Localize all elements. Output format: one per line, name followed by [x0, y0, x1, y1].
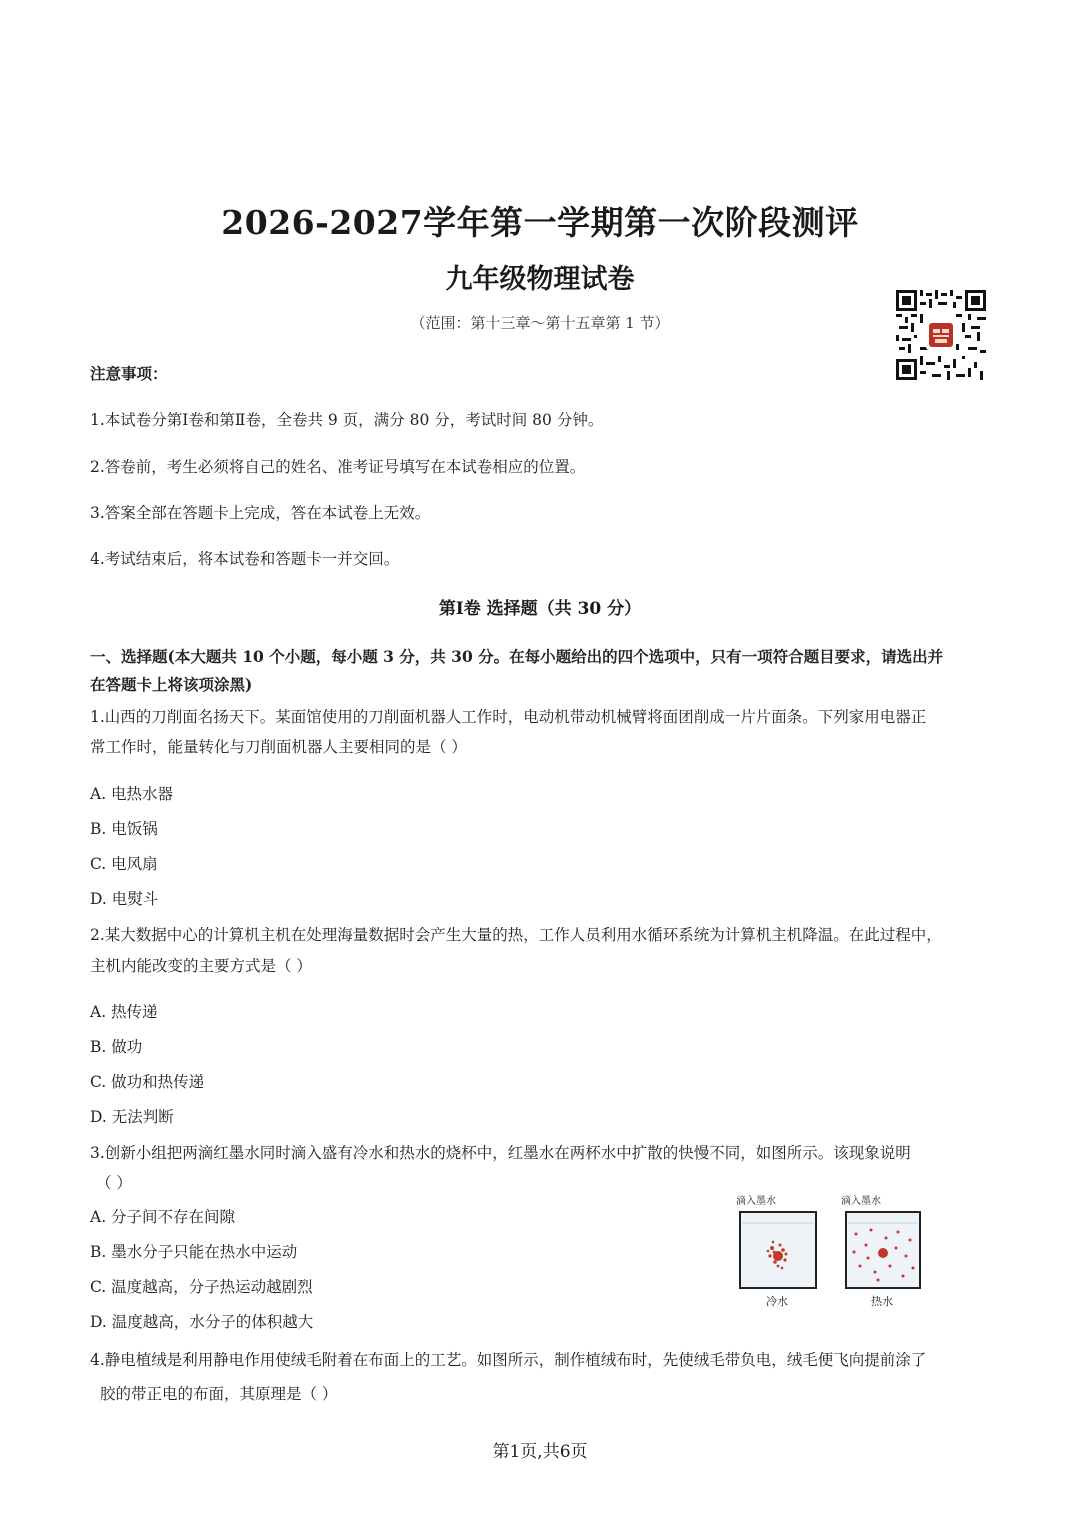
- option-c: C. 温度越高，分子热运动越剧烈: [90, 1278, 313, 1296]
- option-d: D. 无法判断: [90, 1108, 174, 1126]
- notice-heading: 注意事项：: [90, 364, 168, 383]
- notice-item: 4.考试结束后，将本试卷和答题卡一并交回。: [90, 550, 400, 568]
- notice-item: 3.答案全部在答题卡上完成，答在本试卷上无效。: [90, 504, 431, 522]
- option-c: C. 电风扇: [90, 855, 158, 873]
- figure-label-right-top: 滴入墨水: [841, 1196, 881, 1207]
- option-b: B. 做功: [90, 1038, 143, 1056]
- notice-item: 1.本试卷分第Ⅰ卷和第Ⅱ卷，全卷共 9 页，满分 80 分，考试时间 80 分钟。: [90, 411, 604, 429]
- page-title: 2026-2027学年第一学期第一次阶段测评: [221, 203, 859, 242]
- figure-label-left-top: 滴入墨水: [736, 1196, 776, 1207]
- option-b: B. 墨水分子只能在热水中运动: [90, 1243, 298, 1261]
- section-instruction: 在答题卡上将该项涂黑): [90, 675, 253, 694]
- question-stem: 胶的带正电的布面，其原理是（ ）: [100, 1385, 338, 1403]
- page-number: 第1页,共6页: [492, 1442, 588, 1462]
- section-instruction: 一、选择题(本大题共 10 个小题，每小题 3 分，共 30 分。在每小题给出的四个选项中，只有一项符合题目要求，请选出并: [90, 647, 944, 666]
- page-subtitle: 九年级物理试卷: [445, 264, 635, 295]
- exam-scope: （范围：第十三章～第十五章第 1 节）: [410, 314, 670, 332]
- question-stem: 主机内能改变的主要方式是（ ）: [90, 957, 312, 975]
- notice-item: 2.答卷前，考生必须将自己的姓名、准考证号填写在本试卷相应的位置。: [90, 458, 586, 476]
- question-stem: 1.山西的刀削面名扬天下。某面馆使用的刀削面机器人工作时，电动机带动机械臂将面团削成一片片面条。下列家用电器正: [90, 708, 927, 726]
- option-a: A. 电热水器: [90, 785, 174, 803]
- figure-label-hot: 热水: [871, 1295, 893, 1308]
- ink-drop-hot: [878, 1248, 888, 1258]
- option-d: D. 电熨斗: [90, 890, 159, 908]
- question-stem: 2.某大数据中心的计算机主机在处理海量数据时会产生大量的热，工作人员利用水循环系统为计算机主机降温。在此过程中，: [90, 926, 942, 944]
- section-title: 第Ⅰ卷 选择题（共 30 分）: [438, 599, 642, 619]
- question-stem: （ ）: [96, 1174, 132, 1192]
- question-stem: 3.创新小组把两滴红墨水同时滴入盛有冷水和热水的烧杯中，红墨水在两杯水中扩散的快慢不同，如图所示。该现象说明: [90, 1144, 911, 1162]
- option-d: D. 温度越高，水分子的体积越大: [90, 1313, 314, 1331]
- option-a: A. 分子间不存在间隙: [90, 1208, 236, 1226]
- option-c: C. 做功和热传递: [90, 1073, 205, 1091]
- question-stem: 4.静电植绒是利用静电作用使绒毛附着在布面上的工艺。如图所示，制作植绒布时，先使绒毛带负电，绒毛便飞向提前涂了: [90, 1351, 927, 1369]
- diffusion-figure: [728, 1190, 928, 1310]
- figure-label-cold: 冷水: [766, 1295, 788, 1308]
- option-a: A. 热传递: [90, 1003, 158, 1021]
- option-b: B. 电饭锅: [90, 820, 158, 838]
- qr-code-image: [896, 290, 986, 380]
- question-stem: 常工作时，能量转化与刀削面机器人主要相同的是（ ）: [90, 738, 467, 756]
